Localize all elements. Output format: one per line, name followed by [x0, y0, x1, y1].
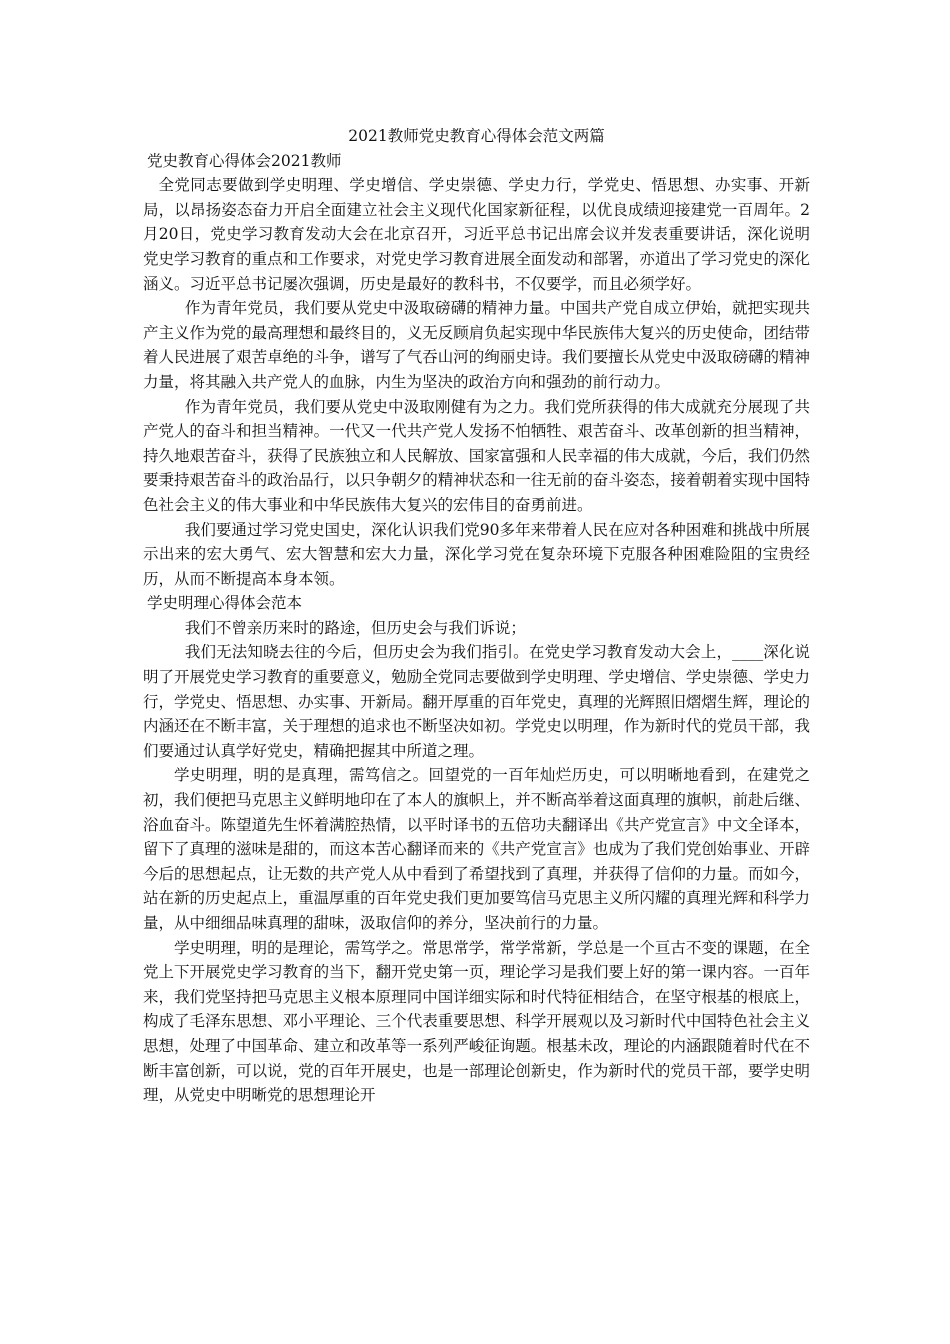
paragraph: 全党同志要做到学史明理、学史增信、学史崇德、学史力行，学党史、悟思想、办实事、开新局，以昂扬姿态奋力开启全面建立社会主义现代化国家新征程，以优良成绩迎接建党一百周年。2月20日，党史学习教育发动大会在北京召开，习近平总书记出席会议并发表重要讲话，深化说明党史学习教育的重点和工作要求，对党史学习教育进展全面发动和部署，亦道出了学习党史的深化涵义。习近平总书记屡次强调，历史是最好的教科书，不仅要学，而且必须学好。 [143, 176, 810, 293]
section-heading-2: 学史明理心得体会范本 [147, 594, 303, 613]
section-heading-1: 党史教育心得体会2021教师 [147, 151, 342, 170]
paragraph: 学史明理，明的是真理，需笃信之。回望党的一百年灿烂历史，可以明晰地看到，在建党之初，我们便把马克思主义鲜明地印在了本人的旗帜上，并不断高举着这面真理的旗帜，前赴后继、浴血奋斗。陈望道先生怀着满腔热情，以平时译书的五倍功夫翻译出《共产党宣言》中文全译本，留下了真理的滋味是甜的，而这本苦心翻译而来的《共产党宣言》也成为了我们党创始事业、开辟今后的思想起点，让无数的共产党人从中看到了希望找到了真理，并获得了信仰的力量。而如今，站在新的历史起点上，重温厚重的百年党史我们更加要笃信马克思主义所闪耀的真理光辉和科学力量，从中细细品味真理的甜味，汲取信仰的养分，坚决前行的力量。 [143, 766, 810, 932]
paragraph: 作为青年党员，我们要从党史中汲取刚健有为之力。我们党所获得的伟大成就充分展现了共产党人的奋斗和担当精神。一代又一代共产党人发扬不怕牺牲、艰苦奋斗、改革创新的担当精神，持久地艰苦奋斗，获得了民族独立和人民解放、国家富强和人民幸福的伟大成就，今后，我们仍然要秉持艰苦奋斗的政治品行，以只争朝夕的精神状态和一往无前的奋斗姿态，接着朝着实现中国特色社会主义的伟大事业和中华民族伟大复兴的宏伟目的奋勇前进。 [143, 397, 810, 514]
document-title: 2021教师党史教育心得体会范文两篇 [348, 127, 605, 145]
paragraph: 作为青年党员，我们要从党史中汲取磅礴的精神力量。中国共产党自成立伊始，就把实现共产主义作为党的最高理想和最终目的，义无反顾肩负起实现中华民族伟大复兴的历史使命，团结带着人民进展了艰苦卓绝的斗争，谱写了气吞山河的绚丽史诗。我们要擅长从党史中汲取磅礴的精神力量，将其融入共产党人的血脉，内生为坚决的政治方向和强劲的前行动力。 [143, 299, 810, 391]
paragraph: 我们要通过学习党史国史，深化认识我们党90多年来带着人民在应对各种困难和挑战中所展示出来的宏大勇气、宏大智慧和宏大力量，深化学习党在复杂环境下克服各种困难险阻的宝贵经历，从而不断提高本身本领。 [143, 520, 810, 588]
paragraph: 学史明理，明的是理论，需笃学之。常思常学，常学常新，学总是一个亘古不变的课题，在全党上下开展党史学习教育的当下，翻开党史第一页，理论学习是我们要上好的第一课内容。一百年来，我们党坚持把马克思主义根本原理同中国详细实际和时代特征相结合，在坚守根基的根底上，构成了毛泽东思想、邓小平理论、三个代表重要思想、科学开展观以及习新时代中国特色社会主义思想，处理了中国革命、建立和改革等一系列严峻征询题。根基未改，理论的内涵跟随着时代在不断丰富创新，可以说，党的百年开展史，也是一部理论创新史，作为新时代的党员干部，要学史明理，从党史中明晰党的思想理论开 [143, 938, 810, 1105]
document-page [143, 124, 810, 1108]
paragraph: 我们不曾亲历来时的路途，但历史会与我们诉说； [184, 618, 526, 637]
paragraph: 我们无法知晓去往的今后，但历史会为我们指引。在党史学习教育发动大会上，____深化说明了开展党史学习教育的重要意义，勉励全党同志要做到学史明理、学史增信、学史崇德、学史力行，学党史、悟思想、办实事、开新局。翻开厚重的百年党史，真理的光辉照旧熠熠生辉，理论的内涵还在不断丰富，关于理想的追求也不断坚决如初。学党史以明理，作为新时代的党员干部，我们要通过认真学好党史，精确把握其中所道之理。 [143, 643, 810, 760]
